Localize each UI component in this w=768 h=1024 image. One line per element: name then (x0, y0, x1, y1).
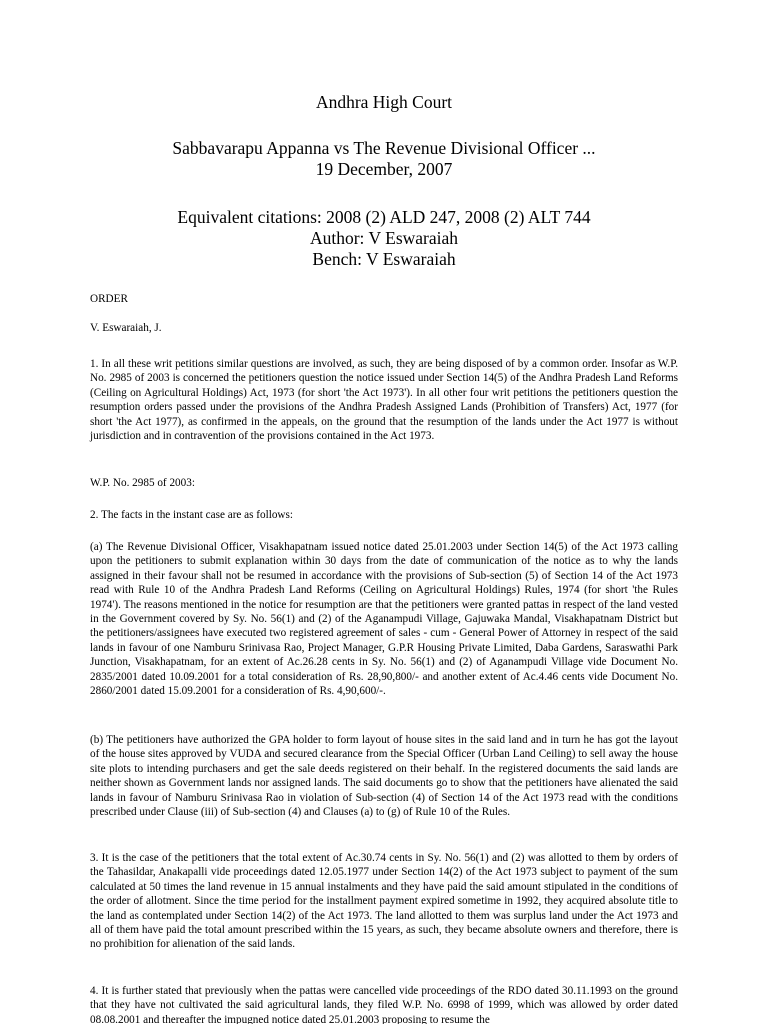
judgment-date: 19 December, 2007 (315, 159, 453, 179)
citation-block (0, 207, 768, 270)
equivalent-citations: Equivalent citations: 2008 (2) ALD 247, 2008 (2) ALT 744 (177, 207, 591, 227)
judge-name: V. Eswaraiah, J. (90, 322, 162, 334)
case-heading (0, 138, 768, 180)
bench: Bench: V Eswaraiah (312, 249, 456, 269)
paragraph-2b: (b) The petitioners have authorized the GPA holder to form layout of house sites in the said land and in turn he has got the layout of the house sites approved by VUDA and secured clearance from the Special Officer (Urban Land Ceiling) to sell away the house site plots to intending purchasers and get the sale deeds registered on their behalf. In the registered documents the said lands are neither shown as Government lands nor assigned lands. The said documents go to show that the petitioners have alienated the said lands in favour of Namburu Srinivasa Rao in violation of Sub-section (4) of Section 14 of the Act 1973 read with the conditions prescribed under Clause (iii) of Sub-section (4) and Clauses (a) to (g) of Rule 10 of the Rules. (90, 734, 678, 819)
case-title: Sabbavarapu Appanna vs The Revenue Divisional Officer ... (172, 138, 596, 158)
paragraph-2: 2. The facts in the instant case are as follows: (90, 509, 293, 521)
section-heading-wp-2985: W.P. No. 2985 of 2003: (90, 477, 195, 489)
paragraph-1: 1. In all these writ petitions similar questions are involved, as such, they are being disposed of by a common order. Insofar as W.P. No. 2985 of 2003 is concerned the petitioners question the notice issued under Section 14(5) of the Andhra Pradesh Land Reforms (Ceiling on Agricultural Holdings) Act, 1973 (for short 'the Act 1973'). In all other four writ petitions the petitioners question the resumption orders passed under the provisions of the Andhra Pradesh Assigned Lands (Prohibition of Transfers) Act, 1977 (for short 'the Act 1977), as confirmed in the appeals, on the ground that the resumption of the lands under the Act 1977 is without jurisdiction and in contravention of the provisions contained in the Act 1973. (90, 358, 678, 443)
paragraph-3: 3. It is the case of the petitioners that the total extent of Ac.30.74 cents in Sy. No. 56(1) and (2) was allotted to them by orders of the Tahasildar, Anakapalli vide proceedings dated 12.05.1977 under Section 14(2) of the Act 1973 subject to payment of the sum calculated at 50 times the land revenue in 15 annual instalments and they have paid the said amount stipulated in the conditions of the order of allotment. Since the time period for the installment payment expired sometime in 1992, they acquired absolute title to the land as contemplated under Section 14(2) of the Act 1973. The land allotted to them was surplus land under the Act 1973 and all of them have paid the total amount prescribed within the 15 years, as such, they became absolute owners and therefore, there is no prohibition for alienation of the said lands. (90, 852, 678, 951)
author: Author: V Eswaraiah (309, 228, 459, 248)
order-heading: ORDER (90, 293, 128, 305)
court-name: Andhra High Court (315, 92, 453, 112)
paragraph-4: 4. It is further stated that previously when the pattas were cancelled vide proceedings of the RDO dated 30.11.1993 on the ground that they have not cultivated the said agricultural lands, they filed W.P. No. 6998 of 1999, which was allowed by order dated 08.08.2001 and thereafter the impugned notice dated 25.01.2003 proposing to resume the (90, 985, 678, 1024)
paragraph-2a: (a) The Revenue Divisional Officer, Visakhapatnam issued notice dated 25.01.2003 under Section 14(5) of the Act 1973 calling upon the petitioners to submit explanation within 30 days from the date of communication of the notice as to why the lands assigned in their favour shall not be resumed in accordance with the provisions of Sub-section (5) of Section 14 of the Act 1973 read with Rule 10 of the Andhra Pradesh Land Reforms (Ceiling on Agricultural Holdings) Rules, 1974 (for short 'the Rules 1974'). The reasons mentioned in the notice for resumption are that the petitioners were granted pattas in respect of the land vested in the Government covered by Sy. No. 56(1) and (2) of the Aganampudi Village, Gajuwaka Mandal, Visakhapatnam District but the petitioners/assignees have executed two registered agreement of sales - cum - General Power of Attorney in respect of the said lands in favour of one Namburu Srinivasa Rao, Project Manager, G.P.R Housing Private Limited, Daba Gardens, Saraswathi Park Junction, Visakhapatnam, for an extent of Ac.26.28 cents in Sy. No. 56(1) and (2) of Aganampudi Village vide Document No. 2835/2001 dated 10.09.2001 for a total consideration of Rs. 28,90,800/- and another extent of Ac.4.46 cents vide Document No. 2860/2001 dated 15.09.2001 for a consideration of Rs. 4,90,600/-. (90, 541, 678, 698)
